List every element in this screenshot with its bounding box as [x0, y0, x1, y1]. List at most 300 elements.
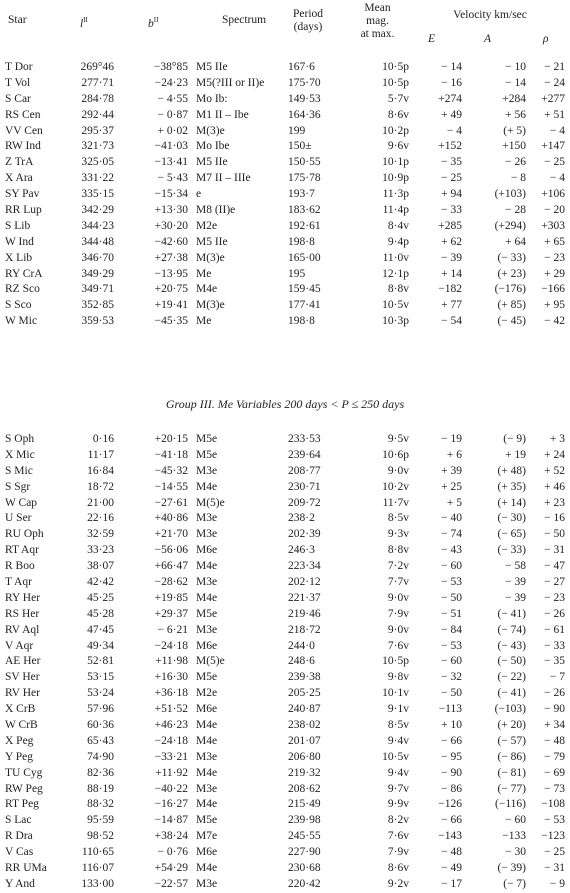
velocity-a: + 56 — [505, 108, 526, 121]
table-row — [0, 829, 570, 845]
galactic-longitude: 42·42 — [87, 576, 114, 589]
velocity-a: (−176) — [494, 283, 526, 296]
period: 193·7 — [288, 188, 315, 201]
velocity-a: (− 41) — [497, 607, 526, 620]
velocity-a: − 60 — [505, 814, 526, 827]
star-name: RR UMa — [5, 862, 47, 875]
velocity-e: − 54 — [441, 315, 462, 328]
velocity-e: − 95 — [441, 750, 462, 763]
galactic-longitude: 116·07 — [81, 862, 114, 875]
galactic-longitude: 331·22 — [81, 172, 114, 185]
galactic-latitude: −24·18 — [154, 734, 188, 747]
star-name: Z TrA — [5, 156, 34, 169]
velocity-e: − 19 — [441, 433, 462, 445]
star-name: Y And — [5, 877, 35, 890]
galactic-latitude: −56·06 — [154, 544, 188, 557]
star-name: S Car — [5, 92, 31, 105]
mean-magnitude: 11·7v — [382, 496, 409, 509]
galactic-longitude: 284·78 — [81, 92, 114, 105]
period: 220·42 — [288, 877, 321, 890]
velocity-e: +285 — [438, 219, 462, 232]
mean-magnitude: 10·5p — [382, 61, 409, 73]
galactic-latitude: +16·30 — [154, 671, 188, 684]
star-name: R Dra — [5, 830, 33, 843]
table-row — [0, 686, 570, 702]
period: 218·72 — [288, 623, 321, 636]
velocity-e: + 25 — [441, 480, 462, 493]
mean-magnitude: 10·2p — [382, 124, 409, 137]
period: 150·55 — [288, 156, 321, 169]
velocity-a: (− 86) — [497, 750, 526, 763]
galactic-longitude: 52·81 — [87, 655, 114, 668]
galactic-latitude: −45·35 — [154, 315, 188, 328]
galactic-longitude: 21·00 — [87, 496, 114, 509]
mean-magnitude: 10·2v — [382, 480, 409, 493]
spectrum: Me — [196, 315, 212, 328]
spectrum: M6e — [196, 703, 218, 716]
velocity-a: (− 41) — [497, 687, 526, 700]
velocity-e: − 50 — [441, 591, 462, 604]
spectrum: M3e — [196, 464, 218, 477]
velocity-a: −133 — [502, 830, 526, 843]
star-name: X Lib — [5, 251, 33, 264]
velocity-rho: − 26 — [544, 687, 565, 700]
velocity-rho: + 95 — [544, 299, 565, 312]
period: 164·36 — [288, 108, 321, 121]
mean-magnitude: 10·1p — [382, 156, 409, 169]
star-name: S Mic — [5, 464, 33, 477]
mean-magnitude: 7·7v — [387, 576, 409, 589]
spectrum: M3e — [196, 623, 218, 636]
galactic-longitude: 0·16 — [92, 433, 114, 445]
star-name: RT Aqr — [5, 544, 39, 557]
velocity-rho: + 46 — [544, 480, 565, 493]
velocity-e: − 74 — [441, 528, 462, 541]
velocity-rho: − 21 — [544, 61, 565, 73]
mean-magnitude: 9·9v — [387, 798, 409, 811]
spectrum: M5(?III or II)e — [196, 76, 265, 89]
velocity-e: + 94 — [441, 188, 462, 201]
galactic-latitude: −24·23 — [154, 76, 188, 89]
mean-magnitude: 8·4v — [387, 219, 409, 232]
velocity-e: + 39 — [441, 464, 462, 477]
velocity-e: + 10 — [441, 719, 462, 732]
period: 177·41 — [288, 299, 321, 312]
galactic-longitude: 65·43 — [87, 734, 114, 747]
star-name: RV Aql — [5, 623, 40, 636]
spectrum: e — [196, 188, 202, 201]
velocity-e: + 6 — [446, 448, 462, 461]
period: 150± — [288, 140, 312, 153]
galactic-longitude: 82·36 — [87, 766, 114, 779]
velocity-e: − 33 — [441, 204, 462, 217]
velocity-e: − 43 — [441, 544, 462, 557]
mean-magnitude: 9·3v — [387, 528, 409, 541]
table-row — [0, 219, 570, 235]
table-row — [0, 639, 570, 655]
galactic-latitude: −14·87 — [154, 814, 188, 827]
mean-magnitude: 11·0v — [382, 251, 409, 264]
galactic-longitude: 321·73 — [81, 140, 114, 153]
mean-magnitude: 12·1p — [382, 267, 409, 280]
table-row — [0, 718, 570, 734]
galactic-longitude: 47·45 — [87, 623, 114, 636]
star-name: U Ser — [5, 512, 32, 525]
spectrum: Mo Ib: — [196, 92, 228, 105]
galactic-latitude: +38·24 — [154, 830, 188, 843]
galactic-longitude: 60·36 — [87, 719, 114, 732]
velocity-rho: − 42 — [544, 315, 565, 328]
star-name: RR Lup — [5, 204, 42, 217]
star-name: Y Peg — [5, 750, 34, 763]
velocity-a: − 28 — [505, 204, 526, 217]
table-row — [0, 623, 570, 639]
galactic-latitude: +11·92 — [155, 766, 188, 779]
table-row — [0, 670, 570, 686]
galactic-latitude: +36·18 — [154, 687, 188, 700]
galactic-longitude: 45·28 — [87, 607, 114, 620]
velocity-e: + 14 — [441, 267, 462, 280]
velocity-rho: − 9 — [549, 877, 565, 890]
table-row — [0, 527, 570, 543]
mean-magnitude: 7·2v — [387, 560, 409, 573]
velocity-rho: − 61 — [544, 623, 565, 636]
star-name: RW Ind — [5, 140, 41, 153]
velocity-a: +284 — [502, 92, 526, 105]
velocity-a: − 39 — [505, 576, 526, 589]
velocity-rho: − 4 — [549, 124, 565, 137]
star-name: W CrB — [5, 719, 38, 732]
velocity-e: +274 — [438, 92, 462, 105]
spectrum: M3e — [196, 576, 218, 589]
table-row — [0, 282, 570, 298]
galactic-latitude: −22·57 — [154, 877, 188, 890]
galactic-longitude: 95·59 — [87, 814, 114, 827]
spectrum: M4e — [196, 560, 218, 573]
velocity-rho: − 31 — [544, 862, 565, 875]
galactic-latitude: −15·34 — [154, 188, 188, 201]
velocity-rho: − 47 — [544, 560, 565, 573]
galactic-longitude: 110·65 — [81, 846, 114, 859]
galactic-longitude: 359·53 — [81, 315, 114, 328]
spectrum: M4e — [196, 283, 218, 296]
mean-magnitude: 10·3p — [382, 315, 409, 328]
star-name: R Boo — [5, 560, 35, 573]
period: 175·70 — [288, 76, 321, 89]
velocity-e: −126 — [438, 798, 462, 811]
galactic-longitude: 335·15 — [81, 188, 114, 201]
velocity-a: (+ 35) — [497, 480, 526, 493]
period: 246·3 — [288, 544, 315, 557]
velocity-a: (+ 14) — [497, 496, 526, 509]
velocity-rho: − 26 — [544, 607, 565, 620]
period: 230·71 — [288, 480, 321, 493]
period: 208·62 — [288, 782, 321, 795]
galactic-latitude: +46·23 — [154, 719, 188, 732]
table-row — [0, 139, 570, 155]
velocity-e: − 40 — [441, 512, 462, 525]
star-name: S Sgr — [5, 480, 31, 493]
mean-magnitude: 10·9p — [382, 172, 409, 185]
table-row — [0, 448, 570, 464]
star-name: RV Her — [5, 687, 40, 700]
velocity-a: (+103) — [494, 188, 526, 201]
period: 239·38 — [288, 671, 321, 684]
velocity-a: (− 39) — [497, 862, 526, 875]
velocity-rho: − 31 — [544, 544, 565, 557]
galactic-longitude: 269°46 — [80, 61, 114, 73]
velocity-e: + 49 — [441, 108, 462, 121]
velocity-e: −113 — [438, 703, 462, 716]
spectrum: M3e — [196, 750, 218, 763]
star-name: V Cas — [5, 846, 34, 859]
velocity-rho: − 73 — [544, 782, 565, 795]
velocity-rho: + 24 — [544, 448, 565, 461]
mean-magnitude: 7·6v — [387, 639, 409, 652]
period: 199 — [288, 124, 306, 137]
mean-magnitude: 11·3p — [382, 188, 409, 201]
velocity-rho: − 50 — [544, 528, 565, 541]
velocity-rho: − 7 — [549, 671, 565, 684]
velocity-e: − 35 — [441, 156, 462, 169]
velocity-a: − 30 — [505, 846, 526, 859]
galactic-longitude: 32·59 — [87, 528, 114, 541]
mean-magnitude: 9·8v — [387, 671, 409, 684]
velocity-a: (− 43) — [497, 639, 526, 652]
table-row — [0, 559, 570, 575]
mean-magnitude: 7·6v — [387, 830, 409, 843]
velocity-a: (− 22) — [497, 671, 526, 684]
galactic-longitude: 74·90 — [87, 750, 114, 763]
mean-magnitude: 8·6v — [387, 862, 409, 875]
velocity-rho: − 23 — [544, 251, 565, 264]
velocity-a: (− 45) — [497, 315, 526, 328]
galactic-latitude: −33·21 — [154, 750, 188, 763]
table-row — [0, 480, 570, 496]
table-row — [0, 108, 570, 124]
galactic-latitude: + 0·02 — [157, 124, 188, 137]
period: 198·8 — [288, 235, 315, 248]
velocity-e: + 5 — [446, 496, 462, 509]
galactic-latitude: +66·47 — [154, 560, 188, 573]
mean-magnitude: 10·5v — [382, 750, 409, 763]
velocity-a: − 58 — [505, 560, 526, 573]
velocity-e: − 17 — [441, 877, 462, 890]
galactic-latitude: −14·55 — [154, 480, 188, 493]
star-name: RW Peg — [5, 782, 43, 795]
velocity-rho: − 4 — [549, 172, 565, 185]
period: 195 — [288, 267, 306, 280]
spectrum: M5 IIe — [196, 61, 228, 73]
galactic-longitude: 98·52 — [87, 830, 114, 843]
galactic-longitude: 346·70 — [81, 251, 114, 264]
velocity-rho: − 69 — [544, 766, 565, 779]
galactic-latitude: +54·29 — [154, 862, 188, 875]
period: 230·68 — [288, 862, 321, 875]
star-name: AE Her — [5, 655, 41, 668]
period: 206·80 — [288, 750, 321, 763]
velocity-e: − 48 — [441, 846, 462, 859]
velocity-e: − 60 — [441, 560, 462, 573]
header-b-sup: II — [153, 16, 159, 24]
galactic-longitude: 11·17 — [87, 448, 114, 461]
galactic-latitude: +19·85 — [154, 591, 188, 604]
velocity-a: (− 57) — [497, 734, 526, 747]
star-name: RS Cen — [5, 108, 41, 121]
velocity-a: − 14 — [505, 76, 526, 89]
table-row — [0, 187, 570, 203]
galactic-longitude: 344·48 — [81, 235, 114, 248]
table-row — [0, 797, 570, 813]
spectrum: M5 IIe — [196, 235, 228, 248]
mean-magnitude: 8·8v — [387, 544, 409, 557]
spectrum: M3e — [196, 528, 218, 541]
galactic-longitude: 38·07 — [87, 560, 114, 573]
velocity-rho: + 65 — [544, 235, 565, 248]
spectrum: M4e — [196, 480, 218, 493]
velocity-a: − 26 — [505, 156, 526, 169]
table-row — [0, 654, 570, 670]
star-name: RU Oph — [5, 528, 44, 541]
star-name: VV Cen — [5, 124, 43, 137]
velocity-rho: + 23 — [544, 496, 565, 509]
velocity-a: (− 81) — [497, 766, 526, 779]
spectrum: M5e — [196, 814, 218, 827]
period: 233·53 — [288, 433, 321, 445]
spectrum: M8 (II)e — [196, 204, 236, 217]
period: 221·37 — [288, 591, 321, 604]
velocity-e: −182 — [438, 283, 462, 296]
star-name: RZ Sco — [5, 283, 40, 296]
star-name: X Peg — [5, 734, 34, 747]
galactic-latitude: +20·15 — [154, 433, 188, 445]
period: 175·78 — [288, 172, 321, 185]
velocity-rho: − 35 — [544, 655, 565, 668]
galactic-latitude: −28·62 — [154, 576, 188, 589]
velocity-e: − 25 — [441, 172, 462, 185]
spectrum: M7 II – IIIe — [196, 172, 251, 185]
table-row — [0, 92, 570, 108]
period: 165·00 — [288, 251, 321, 264]
velocity-e: − 32 — [441, 671, 462, 684]
galactic-longitude: 16·84 — [87, 464, 114, 477]
velocity-a: (−116) — [495, 798, 526, 811]
mean-magnitude: 9·0v — [387, 623, 409, 636]
table-row — [0, 861, 570, 877]
mean-magnitude: 10·1v — [382, 687, 409, 700]
period: 239·98 — [288, 814, 321, 827]
period: 245·55 — [288, 830, 321, 843]
table-row — [0, 766, 570, 782]
table-row — [0, 155, 570, 171]
velocity-rho: + 3 — [549, 433, 565, 445]
galactic-latitude: −16·27 — [154, 798, 188, 811]
period: 240·87 — [288, 703, 321, 716]
period: 208·77 — [288, 464, 321, 477]
velocity-a: (− 33) — [497, 544, 526, 557]
spectrum: M3e — [196, 782, 218, 795]
velocity-a: (− 7) — [503, 877, 526, 890]
mean-magnitude: 10·5p — [382, 655, 409, 668]
spectrum: M(3)e — [196, 299, 225, 312]
velocity-e: + 62 — [441, 235, 462, 248]
velocity-a: (+ 23) — [497, 267, 526, 280]
galactic-longitude: 325·05 — [81, 156, 114, 169]
mean-magnitude: 9·4v — [387, 734, 409, 747]
velocity-a: +150 — [502, 140, 526, 153]
star-name: W Cap — [5, 496, 38, 509]
table-row — [0, 511, 570, 527]
galactic-latitude: +27·38 — [154, 251, 188, 264]
galactic-latitude: +11·98 — [155, 655, 188, 668]
galactic-latitude: +40·86 — [154, 512, 188, 525]
period: 205·25 — [288, 687, 321, 700]
spectrum: M6e — [196, 639, 218, 652]
spectrum: M5e — [196, 433, 218, 445]
table-row — [0, 251, 570, 267]
velocity-a: (+ 20) — [497, 719, 526, 732]
star-name: V Aqr — [5, 639, 34, 652]
velocity-a: (− 77) — [497, 782, 526, 795]
spectrum: M5e — [196, 448, 218, 461]
velocity-e: − 53 — [441, 576, 462, 589]
spectrum: M4e — [196, 719, 218, 732]
period: 202·12 — [288, 576, 321, 589]
galactic-latitude: −38°85 — [153, 61, 188, 73]
spectrum: M1 II – Ibe — [196, 108, 249, 121]
spectrum: M3e — [196, 512, 218, 525]
star-name: X Ara — [5, 172, 33, 185]
velocity-e: − 16 — [441, 76, 462, 89]
velocity-a: (− 30) — [497, 512, 526, 525]
galactic-latitude: − 0·87 — [157, 108, 188, 121]
mean-magnitude: 9·0v — [387, 591, 409, 604]
velocity-rho: −108 — [541, 798, 565, 811]
star-name: TU Cyg — [5, 766, 43, 779]
velocity-rho: + 51 — [544, 108, 565, 121]
header-mag: Mean mag. at max. — [360, 2, 395, 40]
table-row — [0, 314, 570, 330]
mean-magnitude: 11·4p — [382, 204, 409, 217]
velocity-rho: − 53 — [544, 814, 565, 827]
galactic-latitude: +29·37 — [154, 607, 188, 620]
velocity-rho: + 34 — [544, 719, 565, 732]
galactic-longitude: 352·85 — [81, 299, 114, 312]
velocity-a: − 8 — [510, 172, 526, 185]
galactic-longitude: 18·72 — [87, 480, 114, 493]
galactic-latitude: − 5·43 — [157, 172, 188, 185]
velocity-a: (+ 48) — [497, 464, 526, 477]
galactic-longitude: 57·96 — [87, 703, 114, 716]
velocity-e: − 39 — [441, 251, 462, 264]
header-period: Period (days) — [292, 8, 324, 33]
velocity-a: (− 33) — [497, 251, 526, 264]
velocity-rho: − 27 — [544, 576, 565, 589]
header-velocity: Velocity km/sec — [453, 9, 527, 21]
period: 248·6 — [288, 655, 315, 668]
galactic-longitude: 133·00 — [81, 877, 114, 890]
header-vel-a: A — [484, 33, 492, 45]
spectrum: M(3)e — [196, 251, 225, 264]
galactic-latitude: +19·41 — [154, 299, 188, 312]
table-row — [0, 464, 570, 480]
star-name: T Vol — [5, 76, 31, 89]
spectrum: M(5)e — [196, 655, 225, 668]
period: 219·32 — [288, 766, 321, 779]
velocity-e: − 51 — [441, 607, 462, 620]
mean-magnitude: 9·0v — [387, 464, 409, 477]
velocity-a: (− 74) — [497, 623, 526, 636]
